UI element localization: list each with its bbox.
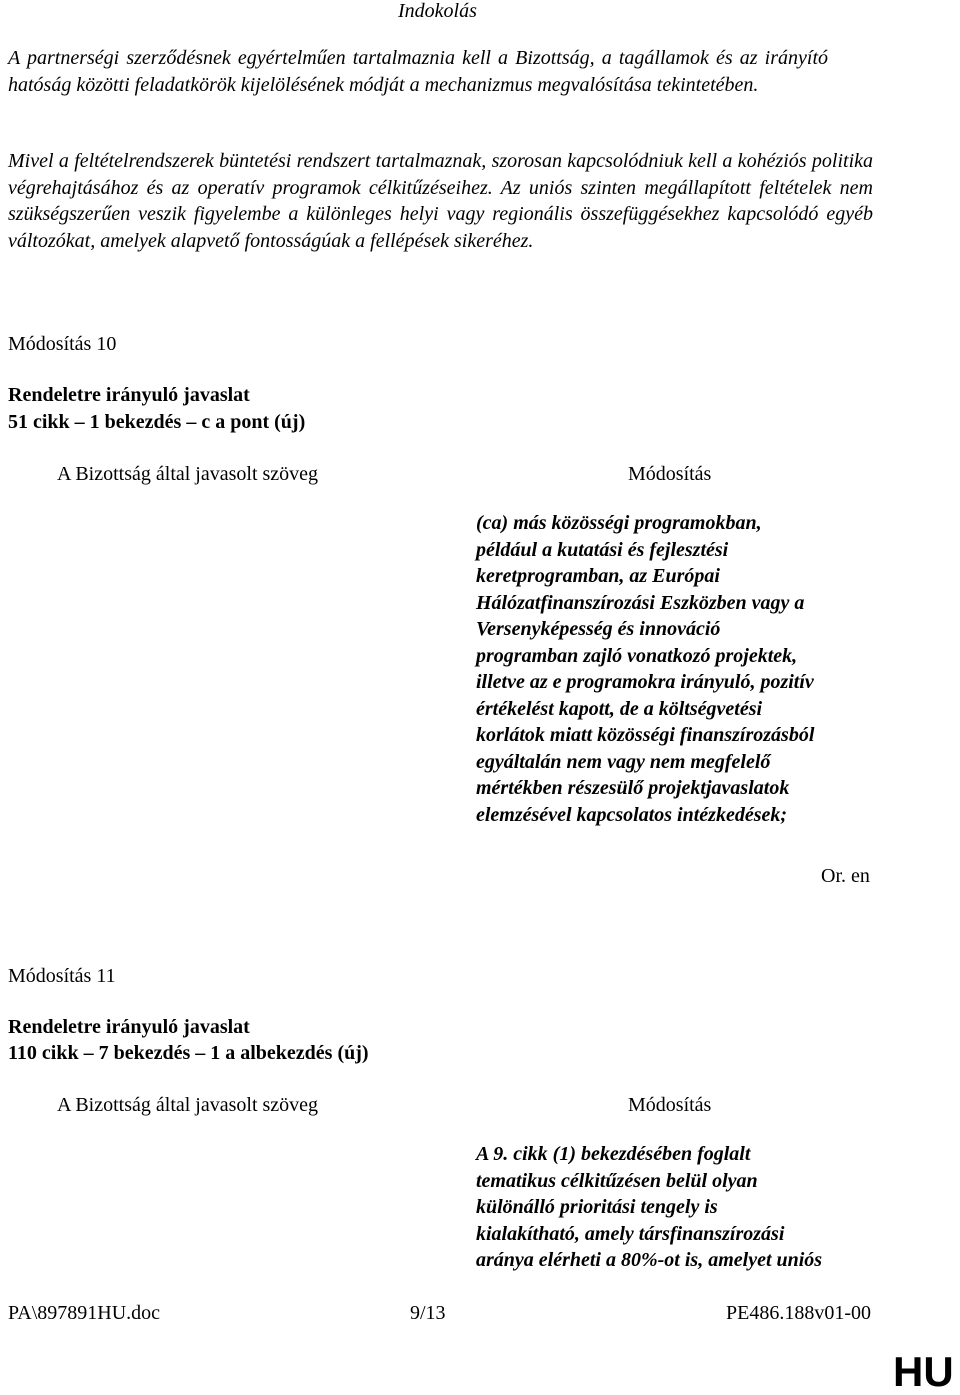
amendment-text-line: különálló prioritási tengely is: [476, 1196, 718, 1218]
amendment-text-line: A 9. cikk (1) bekezdésében foglalt: [476, 1143, 751, 1165]
amendment-text-line: aránya elérheti a 80%-ot is, amelyet uniós: [476, 1249, 823, 1271]
justification-paragraph-1: A partnerségi szerződésnek egyértelműen tartalmaznia kell a Bizottság, a tagállamok és az irányító hatóság közötti feladatkörök kijelölésének módját a mechanizmus megvalósítása tekintetében.: [8, 47, 828, 96]
amendment-10-right-column-header: Módosítás: [628, 463, 712, 485]
amendment-11-right-column-header: Módosítás: [628, 1094, 712, 1116]
amendment-text-line: mértékben részesülő projektjavaslatok: [476, 777, 790, 799]
footer-page-number: 9/13: [410, 1302, 446, 1324]
amendment-10-left-column-header: A Bizottság által javasolt szöveg: [57, 463, 319, 485]
footer-doc-ref: PA\897891HU.doc: [8, 1302, 161, 1324]
amendment-text-line: elemzésével kapcsolatos intézkedések;: [476, 803, 788, 826]
amendment-text-line: Versenyképesség és innováció: [476, 618, 721, 640]
amendment-text-line: keretprogramban, az Európai: [476, 565, 720, 587]
amendment-10-proposal: Rendeletre irányuló javaslat: [8, 384, 250, 406]
amendment-text-line: értékelést kapott, de a költségvetési: [476, 697, 763, 720]
amendment-10-text: [476, 510, 814, 828]
amendment-text-line: például a kutatási és fejlesztési: [476, 538, 729, 561]
amendment-10-title: Módosítás 10: [8, 333, 117, 355]
amendment-text-line: programban zajló vonatkozó projektek,: [476, 644, 798, 667]
amendment-text-line: Hálózatfinanszírozási Eszközben vagy a: [476, 591, 805, 614]
amendment-text-line: kialakítható, amely társfinanszírozási: [476, 1222, 785, 1245]
amendment-11-text: [476, 1141, 822, 1274]
amendment-10-reference: 51 cikk – 1 bekezdés – c a pont (új): [8, 411, 306, 433]
justification-paragraph-2: Mivel a feltételrendszerek büntetési rendszert tartalmaznak, szorosan kapcsolódniuk kell a kohéziós politika végrehajtásához és az operatív programok célkitűzéseihez. Az uniós szinten megállapított feltételek nem szükségszerűen veszik figyelembe a különleges helyi vagy regionális összefüggésekhez kapcsolódó egyéb változókat, amelyek alapvető fontosságúak a fellépések sikeréhez.: [8, 150, 873, 252]
original-language: Or. en: [821, 865, 870, 887]
amendment-text-line: egyáltalán nem vagy nem megfelelő: [476, 750, 771, 773]
amendment-11-left-column-header: A Bizottság által javasolt szöveg: [57, 1094, 319, 1116]
footer-language-code: HU: [893, 1348, 954, 1395]
amendment-text-line: tematikus célkitűzésen belül olyan: [476, 1169, 758, 1192]
amendment-text-line: korlátok miatt közösségi finanszírozásból: [476, 724, 815, 746]
amendment-11-reference: 110 cikk – 7 bekezdés – 1 a albekezdés (új): [8, 1042, 369, 1064]
justification-heading: Indokolás: [398, 0, 477, 22]
amendment-11-proposal: Rendeletre irányuló javaslat: [8, 1016, 250, 1038]
footer-pe-ref: PE486.188v01-00: [726, 1302, 871, 1324]
amendment-text-line: illetve az e programokra irányuló, pozitív: [476, 671, 814, 693]
amendment-11-title: Módosítás 11: [8, 965, 116, 987]
amendment-text-line: (ca) más közösségi programokban,: [476, 512, 762, 534]
